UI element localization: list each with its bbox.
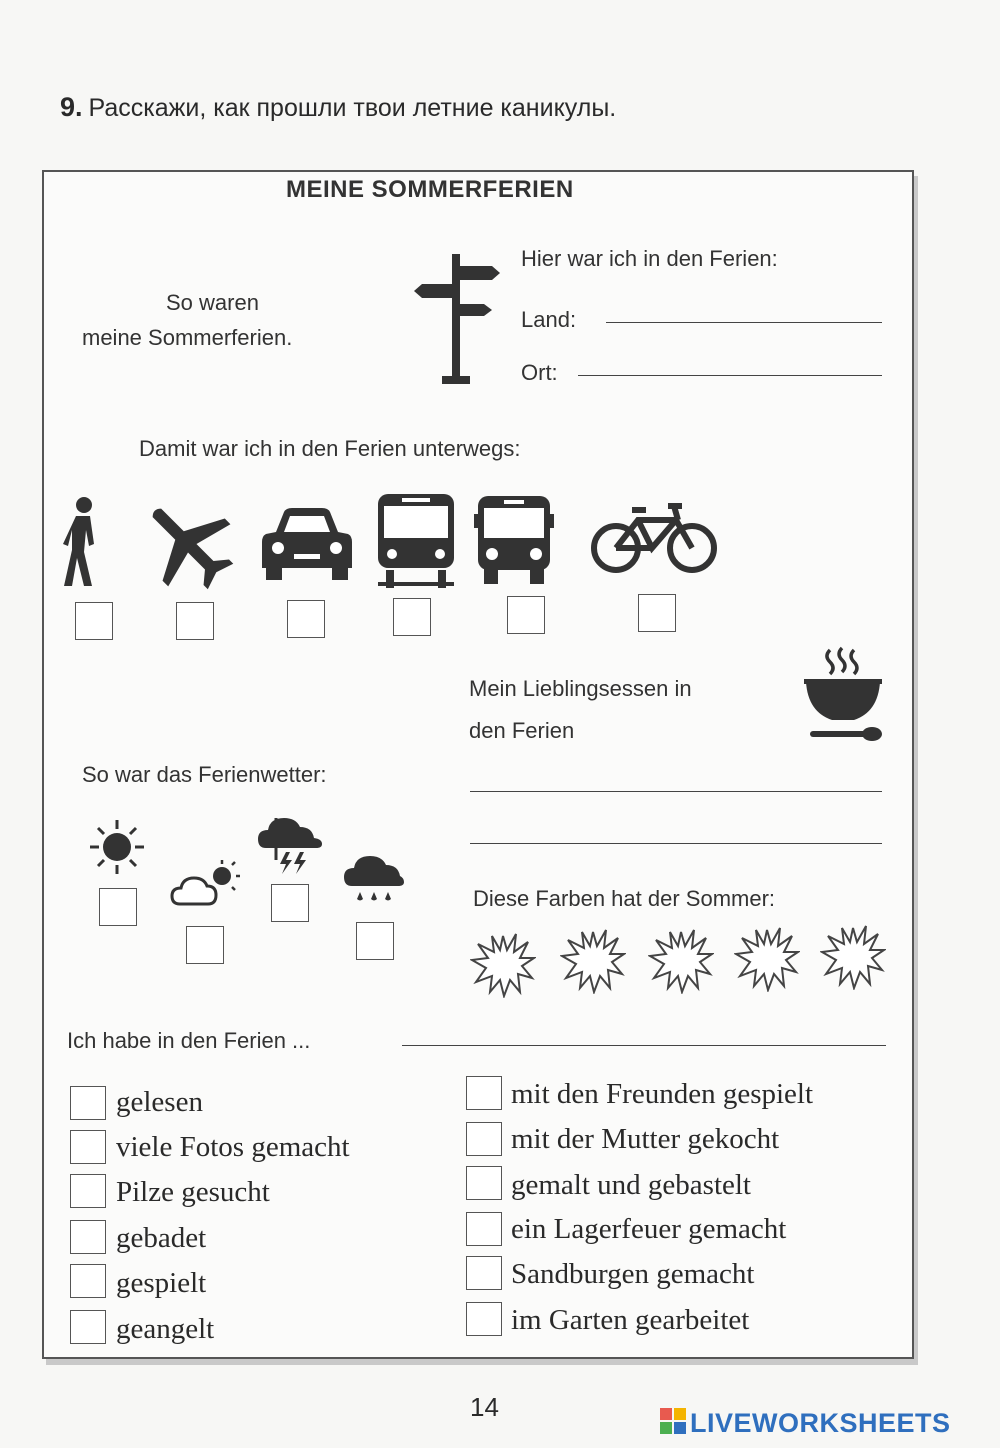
walking-person-icon <box>62 496 102 588</box>
checkbox-bus[interactable] <box>507 596 545 634</box>
liveworksheets-brand: LIVEWORKSHEETS <box>690 1408 951 1438</box>
checkbox-activity[interactable] <box>466 1212 502 1246</box>
task-number: 9. <box>60 92 83 122</box>
activity-label: gespielt <box>116 1267 207 1299</box>
cloud-sun-icon <box>170 858 242 908</box>
task-text: Расскажи, как прошли твои летние каникулы. <box>88 94 617 122</box>
splash-icon[interactable] <box>648 926 714 994</box>
hier-war-label: Hier war ich in den Ferien: <box>521 246 778 271</box>
splash-icon[interactable] <box>560 926 626 994</box>
ort-input[interactable] <box>578 375 882 376</box>
checkbox-activity[interactable] <box>70 1130 106 1164</box>
food-answer-line-1[interactable] <box>470 791 882 792</box>
activity-label: im Garten gearbeitet <box>511 1304 750 1336</box>
land-label: Land: <box>521 307 577 332</box>
car-icon <box>260 506 354 582</box>
card-title: MEINE SOMMERFERIEN <box>286 176 574 203</box>
checkbox-activity[interactable] <box>70 1310 106 1344</box>
so-waren-line2: meine Sommerferien. <box>82 325 293 350</box>
activity-label: viele Fotos gemacht <box>116 1131 350 1163</box>
activity-label: geangelt <box>116 1313 215 1345</box>
bicycle-icon <box>590 498 718 576</box>
food-label-line1: Mein Lieblingsessen in <box>469 676 692 701</box>
soup-bowl-icon <box>802 646 884 746</box>
checkbox-activity[interactable] <box>466 1166 502 1200</box>
bus-icon <box>474 494 554 586</box>
splash-icon[interactable] <box>734 924 800 992</box>
page-number: 14 <box>470 1392 499 1422</box>
checkbox-activity[interactable] <box>466 1076 502 1110</box>
activity-label: gelesen <box>116 1086 203 1118</box>
colors-label: Diese Farben hat der Sommer: <box>473 886 776 911</box>
checkbox-walking[interactable] <box>75 602 113 640</box>
checkbox-rainy[interactable] <box>356 922 394 960</box>
activity-label: gebadet <box>116 1222 207 1254</box>
checkbox-activity[interactable] <box>466 1302 502 1336</box>
checkbox-activity[interactable] <box>70 1264 106 1298</box>
thunderstorm-icon <box>256 812 324 876</box>
activity-label: Pilze gesucht <box>116 1176 270 1208</box>
activity-label: mit der Mutter gekocht <box>511 1123 780 1155</box>
checkbox-airplane[interactable] <box>176 602 214 640</box>
checkbox-activity[interactable] <box>466 1256 502 1290</box>
activity-label: Sandburgen gemacht <box>511 1258 755 1290</box>
transport-label: Damit war ich in den Ferien unterwegs: <box>139 436 521 461</box>
liveworksheets-logo-icon <box>660 1408 686 1434</box>
checkbox-bicycle[interactable] <box>638 594 676 632</box>
splash-icon[interactable] <box>820 922 886 990</box>
food-label-line2: den Ferien <box>469 718 575 743</box>
checkbox-activity[interactable] <box>70 1086 106 1120</box>
train-icon <box>376 492 456 588</box>
checkbox-car[interactable] <box>287 600 325 638</box>
activity-label: mit den Freunden gespielt <box>511 1078 814 1110</box>
sun-icon <box>88 818 146 876</box>
checkbox-train[interactable] <box>393 598 431 636</box>
task-title <box>60 92 616 123</box>
food-answer-line-2[interactable] <box>470 843 882 844</box>
weather-label: So war das Ferienwetter: <box>82 762 327 787</box>
rain-cloud-icon <box>342 852 406 906</box>
checkbox-sunny[interactable] <box>99 888 137 926</box>
activities-answer-line[interactable] <box>402 1045 886 1046</box>
checkbox-activity[interactable] <box>70 1220 106 1254</box>
airplane-icon <box>142 498 234 590</box>
checkbox-activity[interactable] <box>70 1174 106 1208</box>
activities-label: Ich habe in den Ferien ... <box>67 1028 311 1053</box>
checkbox-thunderstorm[interactable] <box>271 884 309 922</box>
ort-label: Ort: <box>521 360 558 385</box>
land-input[interactable] <box>606 322 882 323</box>
signpost-icon <box>412 250 500 386</box>
activity-label: gemalt und gebastelt <box>511 1169 751 1201</box>
checkbox-activity[interactable] <box>466 1122 502 1156</box>
so-waren-line1: So waren <box>166 290 259 315</box>
checkbox-cloudy[interactable] <box>186 926 224 964</box>
activity-label: ein Lagerfeuer gemacht <box>511 1213 787 1245</box>
splash-icon[interactable] <box>470 930 536 998</box>
